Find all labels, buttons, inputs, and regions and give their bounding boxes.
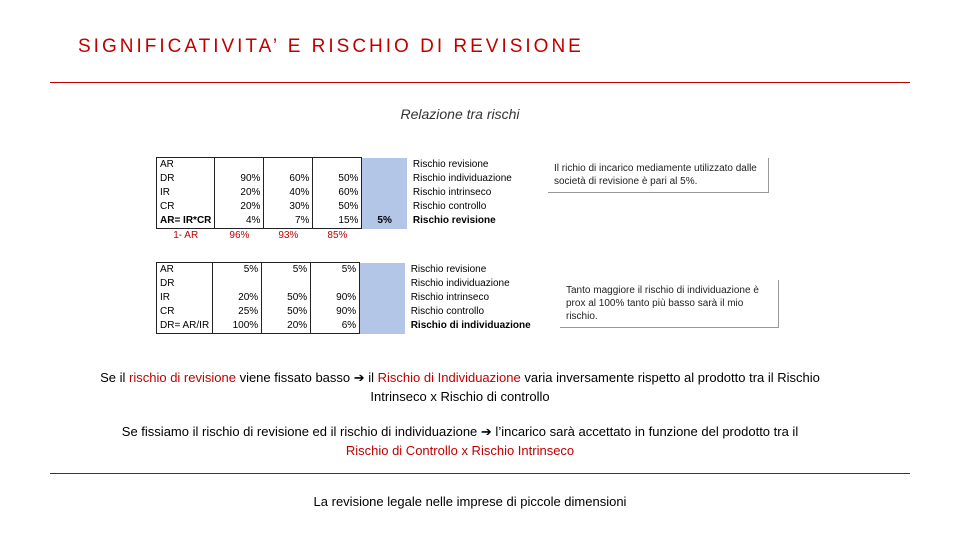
value-cell: 50%: [262, 305, 311, 319]
paragraph-2: Se fissiamo il rischio di revisione ed il rischio di individuazione ➔ l’incarico sarà accettato in funzione del prodotto tra il Rischio di Controllo x Rischio Intrinseco: [121, 424, 799, 458]
value-cell: [264, 158, 313, 173]
value-cell: 5%: [311, 263, 360, 278]
risk-table-1: [156, 157, 515, 243]
value-cell: 30%: [264, 200, 313, 214]
table-row: [157, 214, 515, 229]
row-label: CR: [157, 200, 215, 214]
table-row: [157, 172, 515, 186]
value-cell: 5%: [262, 263, 311, 278]
row-label: DR: [157, 277, 213, 291]
value-cell: 60%: [313, 186, 362, 200]
table-row: [157, 186, 515, 200]
table-row: [157, 305, 534, 319]
row-description: Rischio revisione: [412, 215, 496, 227]
row-label: AR: [157, 158, 215, 173]
footer-text: La revisione legale nelle imprese di piccole dimensioni: [313, 494, 627, 509]
value-cell: 5%: [213, 263, 262, 278]
value-cell: 20%: [262, 319, 311, 334]
row-description: Rischio controllo: [410, 306, 485, 317]
value-cell: 90%: [311, 291, 360, 305]
target-cell: [362, 200, 407, 214]
value-cell: 96%: [229, 230, 250, 241]
row-description: Rischio intrinseco: [412, 187, 492, 198]
table-row: [157, 319, 534, 334]
target-cell: [362, 172, 407, 186]
value-cell: 20%: [215, 200, 264, 214]
target-cell: [360, 263, 405, 278]
risk-table-2: [156, 262, 534, 334]
value-cell: 7%: [264, 214, 313, 229]
page-title: SIGNIFICATIVITA’ E RISCHIO DI REVISIONE: [78, 36, 584, 57]
note-detection-risk: Tanto maggiore il rischio di individuazione è prox al 100% tanto più basso sarà il mio rischio.: [560, 280, 779, 328]
row-label: IR: [157, 291, 213, 305]
table-row: [157, 277, 534, 291]
title-divider: [50, 82, 910, 83]
target-cell: [360, 291, 405, 305]
summary-row: [157, 229, 515, 244]
row-label: 1- AR: [173, 230, 199, 241]
value-cell: 90%: [215, 172, 264, 186]
arrow-right-icon: ➔: [480, 424, 492, 439]
row-label: DR= AR/IR: [157, 319, 213, 334]
value-cell: [215, 158, 264, 173]
value-cell: 90%: [311, 305, 360, 319]
value-cell: 50%: [313, 172, 362, 186]
value-cell: 50%: [313, 200, 362, 214]
note-audit-risk: Il richio di incarico mediamente utilizzato dalle società di revisione è pari al 5%.: [548, 158, 769, 193]
row-label: DR: [157, 172, 215, 186]
value-cell: 20%: [213, 291, 262, 305]
row-description: Rischio controllo: [412, 201, 487, 212]
target-cell: [360, 319, 405, 334]
value-cell: 100%: [213, 319, 262, 334]
row-label: AR: [157, 263, 213, 278]
target-cell: [362, 158, 407, 173]
value-cell: 4%: [215, 214, 264, 229]
footer-divider: [50, 473, 910, 474]
value-cell: [213, 277, 262, 291]
value-cell: [313, 158, 362, 173]
row-description: Rischio revisione: [412, 158, 489, 170]
row-description: Rischio individuazione: [410, 278, 510, 289]
paragraph-1: Se il rischio di revisione viene fissato basso ➔ il Rischio di Individuazione varia inversamente rispetto al prodotto tra il Rischio Intrinseco x Rischio di controllo: [100, 370, 820, 404]
value-cell: 6%: [311, 319, 360, 334]
row-description: Rischio di individuazione: [410, 320, 531, 332]
subtitle: Relazione tra rischi: [400, 106, 520, 122]
arrow-right-icon: ➔: [353, 370, 365, 385]
table-row: [157, 263, 534, 278]
row-label: IR: [157, 186, 215, 200]
row-label: AR= IR*CR: [157, 214, 215, 229]
table-row: [157, 200, 515, 214]
value-cell: 93%: [278, 230, 299, 241]
value-cell: 50%: [262, 291, 311, 305]
target-cell: 5%: [362, 214, 407, 229]
target-cell: [360, 277, 405, 291]
row-description: Rischio intrinseco: [410, 292, 490, 303]
row-description: Rischio individuazione: [412, 173, 512, 184]
value-cell: [311, 277, 360, 291]
value-cell: 15%: [313, 214, 362, 229]
value-cell: [262, 277, 311, 291]
target-cell: [362, 186, 407, 200]
table-row: [157, 158, 515, 173]
row-description: Rischio revisione: [410, 263, 487, 275]
row-label: CR: [157, 305, 213, 319]
value-cell: 40%: [264, 186, 313, 200]
value-cell: 60%: [264, 172, 313, 186]
value-cell: 25%: [213, 305, 262, 319]
value-cell: 20%: [215, 186, 264, 200]
value-cell: 85%: [327, 230, 348, 241]
table-row: [157, 291, 534, 305]
target-cell: [360, 305, 405, 319]
